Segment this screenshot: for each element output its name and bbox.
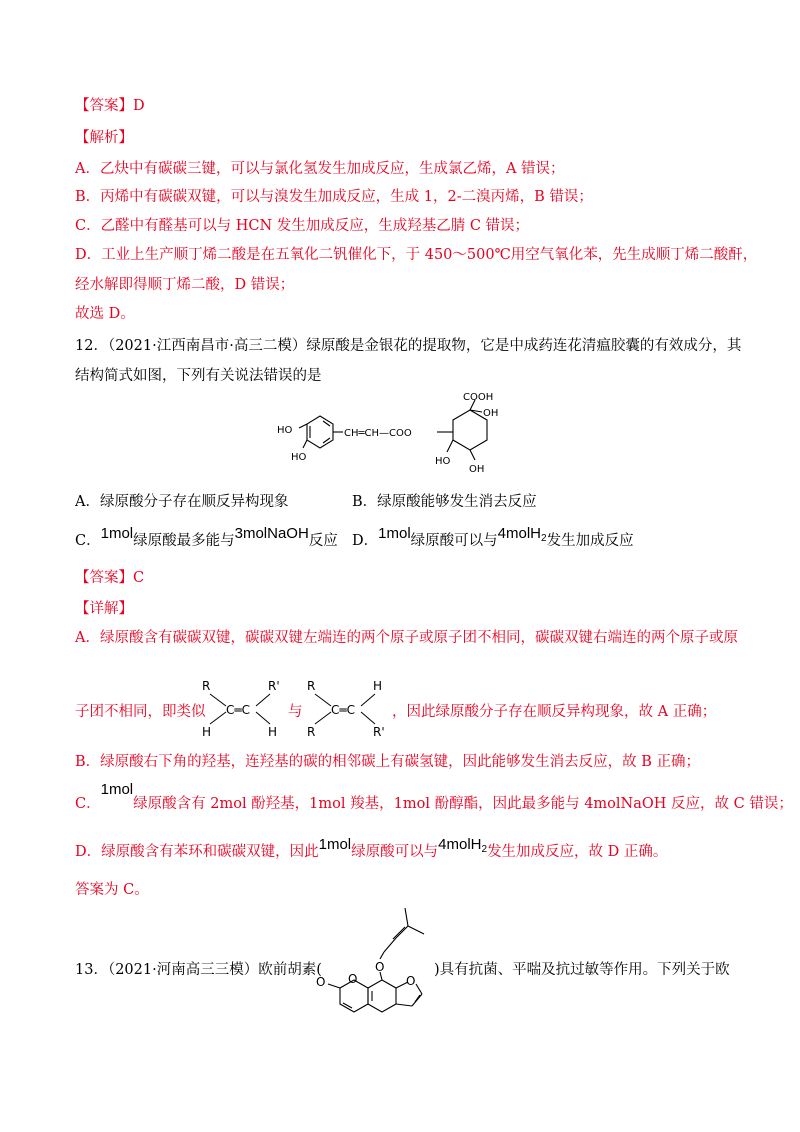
r-label: R	[202, 679, 211, 693]
answer-value: D	[133, 98, 145, 114]
q12-answer-line	[75, 568, 144, 588]
q13-stem-suffix: )具有抗菌、平喘及抗过敏等作用。下列关于欧	[434, 962, 730, 978]
option-c-mid: 绿原酸最多能与	[133, 533, 235, 549]
detail-d-formula1: 1mol	[318, 836, 352, 853]
double-bond-label: C═C	[226, 703, 250, 717]
option-d-formula1: 1mol	[378, 525, 411, 542]
detail-d-mid: 绿原酸可以与	[351, 844, 439, 860]
detail-a2-suffix: ，因此绿原酸分子存在顺反异构现象，故 A 正确；	[392, 704, 717, 720]
option-d	[352, 525, 634, 553]
ring-o-label: O	[348, 972, 358, 986]
analysis-label: 【解析】	[75, 130, 133, 146]
ether-o-label: O	[375, 960, 385, 974]
rp-label: R'	[268, 679, 280, 693]
detail-line-d	[75, 836, 668, 864]
h-label: H	[373, 679, 383, 693]
q12-stem-line2: 结构简式如图，下列有关说法错误的是	[75, 368, 322, 384]
cis-trans-structure-1	[198, 676, 288, 738]
rp-label: R'	[373, 725, 385, 738]
analysis-line-a: A．乙炔中有碳碳三键，可以与氯化氢发生加成反应，生成氯乙烯，A 错误；	[75, 161, 565, 177]
option-a: A．绿原酸分子存在顺反异构现象	[75, 494, 289, 510]
detail-a2-and: 与	[288, 704, 303, 720]
oh-top-label: OH	[483, 408, 499, 419]
q13-stem-prefix: 13．（2021·河南高三三模）欧前胡素(	[75, 962, 322, 978]
answer-label: 【答案】	[75, 570, 133, 586]
analysis-line-c: C．乙醛中有醛基可以与 HCN 发生加成反应，生成羟基乙腈 C 错误；	[75, 218, 530, 234]
answer-label: 【答案】	[75, 98, 133, 114]
detail-label: 【详解】	[75, 601, 133, 617]
ho-label-1: HO	[277, 425, 293, 436]
q11-answer-line	[75, 96, 145, 116]
carbonyl-o-label: O	[316, 975, 326, 989]
detail-c-text: 绿原酸含有 2mol 酚羟基，1mol 羧基，1mol 酚醇酯，因此最多能与 4molNaOH 反应，故 C 错误；	[133, 796, 793, 812]
q12-conclusion: 答案为 C。	[75, 882, 149, 898]
option-c-prefix: C．	[75, 533, 101, 549]
option-d-mid: 绿原酸可以与	[410, 533, 498, 549]
option-b: B．绿原酸能够发生消去反应	[352, 494, 537, 510]
oh-bottom-label: OH	[469, 464, 485, 475]
detail-line-a1: A．绿原酸含有碳碳双键，碳碳双键左端连的两个原子或原子团不相同，碳碳双键右端连的两个原子或原	[75, 630, 738, 646]
analysis-line-d2: 经水解即得顺丁烯二酸，D 错误；	[75, 277, 295, 293]
option-c-formula1: 1mol	[100, 525, 134, 542]
ho-label-2: HO	[291, 452, 307, 463]
imperatorin-structure	[300, 904, 435, 1024]
detail-d-formula2-main: 4molH	[438, 836, 482, 853]
option-d-suffix: 发生加成反应	[546, 533, 634, 549]
detail-d-suffix: 发生加成反应，故 D 正确。	[487, 844, 668, 860]
detail-c-formula: 1mol	[100, 781, 134, 798]
analysis-conclusion: 故选 D。	[75, 306, 135, 322]
h-label: H	[268, 725, 278, 738]
option-c-suffix: 反应	[308, 533, 338, 549]
ho-bottom-label: HO	[435, 456, 451, 467]
furan-o-label: O	[406, 974, 416, 988]
analysis-line-b: B．丙烯中有碳碳双键，可以与溴发生加成反应，生成 1，2-二溴丙烯，B 错误；	[75, 189, 593, 205]
detail-d-formula2-sub: 2	[481, 844, 488, 855]
analysis-line-d1: D．工业上生产顺丁烯二酸是在五氧化二钒催化下，于 450～500℃用空气氧化苯，先生成顺丁烯二酸酐，	[75, 247, 758, 263]
option-d-formula2-main: 4molH	[497, 525, 542, 542]
chain-label: CH═CH—COO	[344, 428, 412, 439]
q12-stem-line1: 12．（2021·江西南昌市·高三二模）绿原酸是金银花的提取物，它是中成药连花清瘟胶囊的有效成分，其	[75, 338, 742, 354]
r-label: R	[307, 679, 316, 693]
answer-value: C	[133, 570, 145, 586]
detail-d-formula2	[438, 836, 487, 853]
double-bond-label: C═C	[331, 703, 355, 717]
option-c	[75, 525, 338, 551]
detail-c-prefix: C．	[75, 796, 101, 812]
r-label: R	[307, 725, 316, 738]
detail-d-prefix: D．绿原酸含有苯环和碳碳双键，因此	[75, 844, 319, 860]
detail-line-b: B．绿原酸右下角的羟基，连羟基的碳的相邻碳上有碳氢键，因此能够发生消去反应，故 B 正确；	[75, 754, 701, 770]
cooh-label: COOH	[463, 392, 494, 403]
option-d-formula2-sub: 2	[541, 533, 547, 544]
detail-line-c	[75, 781, 793, 814]
cis-trans-structure-2	[303, 676, 393, 738]
detail-a2-prefix: 子团不相同，即类似	[75, 704, 206, 720]
option-d-prefix: D．	[352, 533, 379, 549]
option-c-formula2: 3molNaOH	[234, 525, 309, 542]
chlorogenic-acid-structure	[275, 388, 545, 478]
option-d-formula2	[498, 525, 547, 542]
h-label: H	[202, 725, 212, 738]
